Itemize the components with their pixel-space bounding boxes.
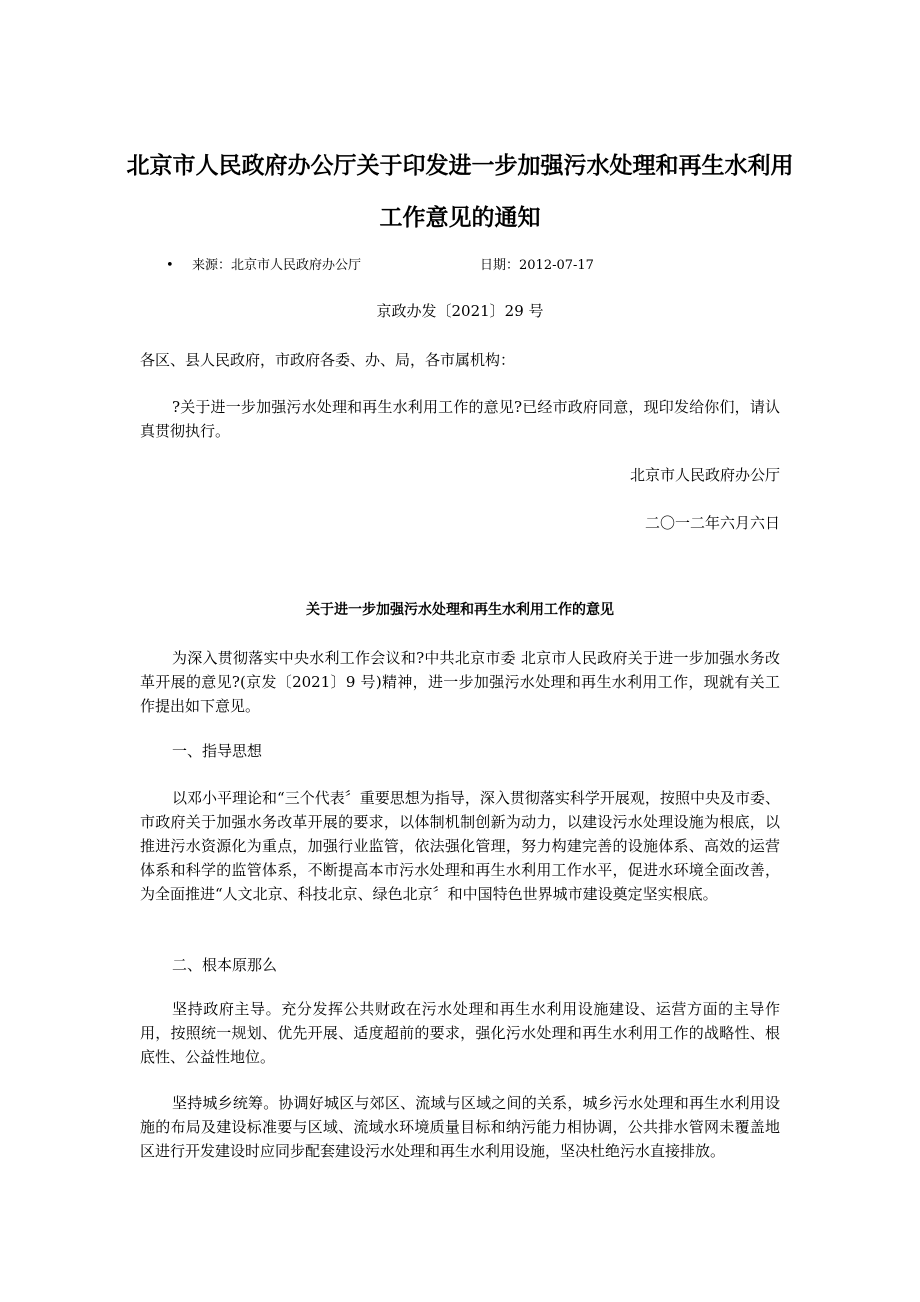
bullet-icon: • [166,258,174,273]
notice-body: ?关于进一步加强污水处理和再生水利用工作的意见?已经市政府同意，现印发给你们，请认真贯彻执行。 [140,398,780,440]
section-body-guiding-ideology: 以邓小平理论和“三个代表〞重要思想为指导，深入贯彻落实科学开展观，按照中央及市委、市政府关于加强水务改革开展的要求，以体制机制创新为动力，以建设污水处理设施为根底，以推进污水资源化为重点，加强行业监管，依法强化管理，努力构建完善的设施体系、高效的运营体系和科学的监管体系，不断提高本市污水处理和再生水利用工作水平，促进水环境全面改善，为全面推进“人文北京、科技北京、绿色北京〞和中国特色世界城市建设奠定坚实根底。 [140,789,780,903]
section-heading-guiding-ideology: 一、指导思想 [172,742,263,760]
principle-government-led: 坚持政府主导。充分发挥公共财政在污水处理和再生水利用设施建设、运营方面的主导作用，按照统一规划、优先开展、适度超前的要求，强化污水处理和再生水利用工作的战略性、根底性、公益性地位。 [140,1000,780,1066]
source-label: 来源：北京市人民政府办公厅 [192,258,362,273]
addressee: 各区、县人民政府，市政府各委、办、局，各市属机构： [140,351,516,369]
document-title: 北京市人民政府办公厅关于印发进一步加强污水处理和再生水利用工作意见的通知 [126,153,794,231]
section-heading-principles: 二、根本原那么 [172,956,278,974]
document-number: 京政办发〔2021〕29 号 [376,302,544,320]
principle-urban-rural: 坚持城乡统筹。协调好城区与郊区、流域与区域之间的关系，城乡污水处理和再生水利用设施的布局及建设标准要与区域、流域水环境质量目标和纳污能力相协调，公共排水管网未覆盖地区进行开发建设时应同步配套建设污水处理和再生水利用设施，坚决杜绝污水直接排放。 [140,1094,780,1160]
issuer: 北京市人民政府办公厅 [629,466,780,484]
date-label: 日期：2012-07-17 [480,258,594,273]
issue-date: 二〇一二年六月六日 [644,514,780,532]
intro-paragraph: 为深入贯彻落实中央水利工作会议和?中共北京市委 北京市人民政府关于进一步加强水务改革开展的意见?(京发〔2021〕9 号)精神，进一步加强污水处理和再生水利用工作，现就有关工作提出如下意见。 [140,649,780,715]
opinion-title: 关于进一步加强污水处理和再生水利用工作的意见 [306,602,614,618]
